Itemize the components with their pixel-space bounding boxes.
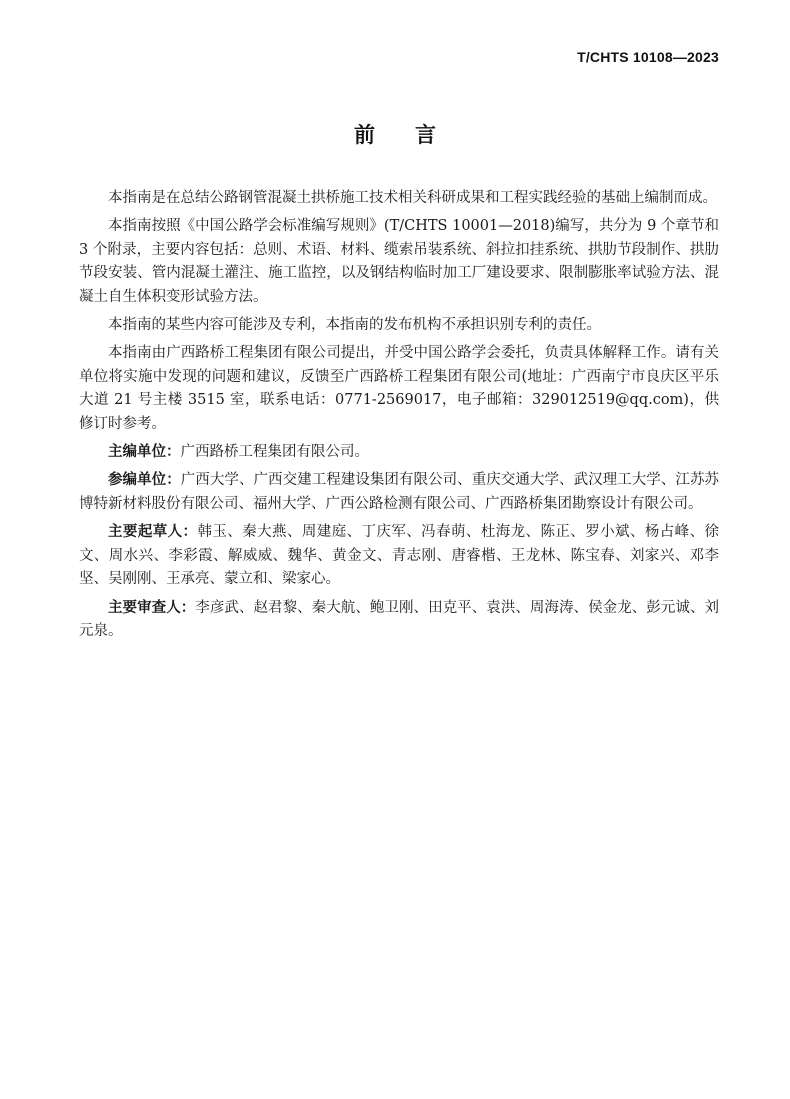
foreword-paragraph-1: 本指南是在总结公路钢管混凝土拱桥施工技术相关科研成果和工程实践经验的基础上编制而成。 bbox=[108, 190, 717, 206]
reviewers-label: 主要审查人： bbox=[108, 599, 196, 616]
co-editor-units bbox=[79, 469, 719, 516]
reviewers-value: 李彦武、赵君黎、秦大航、鲍卫刚、田克平、袁洪、周海涛、侯金龙、彭元诚、刘元泉。 bbox=[79, 599, 720, 639]
page-title bbox=[0, 119, 790, 149]
foreword-paragraph-3: 本指南的某些内容可能涉及专利，本指南的发布机构不承担识别专利的责任。 bbox=[108, 317, 601, 334]
main-reviewers bbox=[79, 597, 719, 644]
foreword-body bbox=[79, 187, 719, 648]
drafters-value: 韩玉、秦大燕、周建庭、丁庆军、冯春萌、杜海龙、陈正、罗小斌、杨占峰、徐文、周水兴、李彩霞、解威威、魏华、黄金文、青志刚、唐睿楷、王龙林、陈宝春、刘家兴、邓李坚、吴刚刚、王承亮、蒙立和、梁家心。 bbox=[79, 524, 720, 588]
co-editor-label: 参编单位： bbox=[108, 472, 181, 489]
drafters-label: 主要起草人： bbox=[108, 524, 198, 541]
main-drafters bbox=[79, 521, 719, 591]
page-title-char-2: 言 bbox=[415, 123, 436, 147]
standard-code: T/CHTS 10108—2023 bbox=[577, 49, 719, 65]
co-editor-value: 广西大学、广西交建工程建设集团有限公司、重庆交通大学、武汉理工大学、江苏苏博特新材料股份有限公司、福州大学、广西公路检测有限公司、广西路桥集团勘察设计有限公司。 bbox=[79, 472, 720, 512]
foreword-paragraph-4: 本指南由广西路桥工程集团有限公司提出，并受中国公路学会委托，负责具体解释工作。请有关单位将实施中发现的问题和建议，反馈至广西路桥工程集团有限公司(地址：广西南宁市良庆区平乐大道 21 号主楼 3515 室，联系电话：0771-2569017，电子邮箱：329012519@qq.com)，供修订时参考。 bbox=[79, 345, 719, 432]
foreword-paragraph-2: 本指南按照《中国公路学会标准编写规则》(T/CHTS 10001—2018)编写，共分为 9 个章节和 3 个附录，主要内容包括：总则、术语、材料、缆索吊装系统、斜拉扣挂系统、拱肋节段制作、拱肋节段安装、管内混凝土灌注、施工监控，以及钢结构临时加工厂建设要求、限制膨胀率试验方法、混凝土自生体积变形试验方法。 bbox=[79, 218, 719, 305]
page-title-char-1: 前 bbox=[354, 123, 375, 147]
chief-editor-value: 广西路桥工程集团有限公司。 bbox=[180, 444, 369, 461]
chief-editor-unit bbox=[79, 441, 719, 464]
chief-editor-label: 主编单位： bbox=[108, 444, 181, 461]
